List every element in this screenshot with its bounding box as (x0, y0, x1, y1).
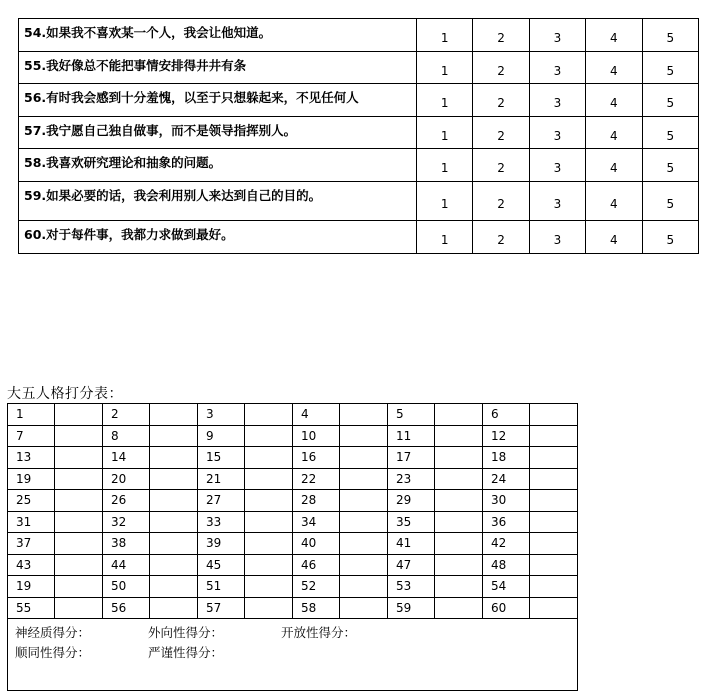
score-sheet-table (7, 403, 578, 691)
item-number-cell: 12 (483, 425, 530, 447)
score-row (8, 447, 578, 469)
rating-option[interactable]: 4 (586, 19, 642, 52)
rating-option[interactable]: 1 (417, 182, 473, 221)
rating-option[interactable]: 3 (529, 19, 585, 52)
item-number-cell: 37 (8, 533, 55, 555)
score-entry-cell[interactable] (530, 425, 578, 447)
conscientiousness-score-label: 严谨性得分： (148, 645, 224, 660)
rating-option[interactable]: 3 (529, 149, 585, 182)
score-entry-cell[interactable] (245, 511, 293, 533)
question-text: 60.对于每件事，我都力求做到最好。 (19, 221, 417, 254)
item-number-cell: 16 (293, 447, 340, 469)
score-entry-cell[interactable] (435, 468, 483, 490)
item-number-cell: 60 (483, 597, 530, 619)
rating-option[interactable]: 4 (586, 52, 642, 84)
rating-option[interactable]: 5 (642, 52, 698, 84)
item-number-cell: 5 (388, 404, 435, 426)
item-number-cell: 48 (483, 554, 530, 576)
item-number-cell: 9 (198, 425, 245, 447)
rating-option[interactable]: 5 (642, 19, 698, 52)
score-entry-cell[interactable] (530, 554, 578, 576)
score-sheet-caption: 大五人格打分表： (7, 386, 123, 402)
rating-option[interactable]: 2 (473, 84, 529, 117)
score-row (8, 468, 578, 490)
agreeableness-score-label: 顺同性得分： (15, 645, 91, 660)
item-number-cell: 2 (103, 404, 150, 426)
score-entry-cell[interactable] (435, 554, 483, 576)
rating-option[interactable]: 1 (417, 221, 473, 254)
question-row (19, 182, 699, 221)
item-number-cell: 28 (293, 490, 340, 512)
score-entry-cell[interactable] (55, 425, 103, 447)
score-entry-cell[interactable] (55, 533, 103, 555)
item-number-cell: 6 (483, 404, 530, 426)
rating-option[interactable]: 3 (529, 221, 585, 254)
score-entry-cell[interactable] (530, 468, 578, 490)
item-number-cell: 35 (388, 511, 435, 533)
score-sheet-footer-row (8, 619, 578, 691)
item-number-cell: 34 (293, 511, 340, 533)
item-number-cell: 51 (198, 576, 245, 598)
score-entry-cell[interactable] (530, 576, 578, 598)
score-entry-cell[interactable] (530, 404, 578, 426)
score-row (8, 490, 578, 512)
question-text: 59.如果必要的话，我会利用别人来达到自己的目的。 (19, 182, 417, 221)
item-number-cell: 13 (8, 447, 55, 469)
score-entry-cell[interactable] (340, 425, 388, 447)
item-number-cell: 41 (388, 533, 435, 555)
question-row (19, 117, 699, 149)
score-entry-cell[interactable] (55, 597, 103, 619)
rating-option[interactable]: 4 (586, 84, 642, 117)
item-number-cell: 26 (103, 490, 150, 512)
item-number-cell: 33 (198, 511, 245, 533)
score-entry-cell[interactable] (530, 490, 578, 512)
item-number-cell: 18 (483, 447, 530, 469)
score-entry-cell[interactable] (245, 597, 293, 619)
item-number-cell: 58 (293, 597, 340, 619)
rating-option[interactable]: 4 (586, 182, 642, 221)
score-entry-cell[interactable] (150, 425, 198, 447)
rating-option[interactable]: 1 (417, 117, 473, 149)
score-row (8, 425, 578, 447)
neuroticism-score-label: 神经质得分： (15, 625, 91, 640)
score-summary-cell (8, 619, 578, 691)
score-entry-cell[interactable] (150, 597, 198, 619)
score-entry-cell[interactable] (530, 597, 578, 619)
score-entry-cell[interactable] (55, 490, 103, 512)
score-entry-cell[interactable] (435, 576, 483, 598)
question-text: 56.有时我会感到十分羞愧，以至于只想躲起来，不见任何人 (19, 84, 417, 117)
score-entry-cell[interactable] (435, 490, 483, 512)
score-row (8, 576, 578, 598)
item-number-cell: 22 (293, 468, 340, 490)
score-entry-cell[interactable] (245, 447, 293, 469)
question-row (19, 221, 699, 254)
score-entry-cell[interactable] (150, 468, 198, 490)
item-number-cell: 15 (198, 447, 245, 469)
item-number-cell: 24 (483, 468, 530, 490)
item-number-cell: 19 (8, 576, 55, 598)
rating-option[interactable]: 4 (586, 149, 642, 182)
rating-option[interactable]: 4 (586, 117, 642, 149)
score-entry-cell[interactable] (245, 576, 293, 598)
item-number-cell: 57 (198, 597, 245, 619)
item-number-cell: 56 (103, 597, 150, 619)
item-number-cell: 38 (103, 533, 150, 555)
question-row (19, 84, 699, 117)
item-number-cell: 55 (8, 597, 55, 619)
score-row (8, 554, 578, 576)
item-number-cell: 11 (388, 425, 435, 447)
score-entry-cell[interactable] (340, 404, 388, 426)
score-entry-cell[interactable] (150, 490, 198, 512)
score-entry-cell[interactable] (150, 533, 198, 555)
score-entry-cell[interactable] (245, 468, 293, 490)
rating-option[interactable]: 5 (642, 117, 698, 149)
score-row (8, 533, 578, 555)
rating-option[interactable]: 3 (529, 52, 585, 84)
score-entry-cell[interactable] (55, 404, 103, 426)
rating-option[interactable]: 4 (586, 221, 642, 254)
score-entry-cell[interactable] (340, 576, 388, 598)
score-row (8, 404, 578, 426)
extraversion-score-label: 外向性得分： (148, 625, 224, 640)
score-entry-cell[interactable] (150, 511, 198, 533)
item-number-cell: 21 (198, 468, 245, 490)
score-entry-cell[interactable] (340, 597, 388, 619)
item-number-cell: 50 (103, 576, 150, 598)
question-text: 55.我好像总不能把事情安排得井井有条 (19, 52, 417, 84)
score-entry-cell[interactable] (435, 597, 483, 619)
rating-option[interactable]: 1 (417, 52, 473, 84)
score-entry-cell[interactable] (150, 576, 198, 598)
item-number-cell: 32 (103, 511, 150, 533)
question-row (19, 52, 699, 84)
rating-option[interactable]: 1 (417, 149, 473, 182)
score-entry-cell[interactable] (245, 404, 293, 426)
rating-option[interactable]: 2 (473, 149, 529, 182)
score-entry-cell[interactable] (245, 490, 293, 512)
score-entry-cell[interactable] (245, 554, 293, 576)
rating-option[interactable]: 2 (473, 221, 529, 254)
rating-option[interactable]: 5 (642, 221, 698, 254)
score-entry-cell[interactable] (150, 447, 198, 469)
question-text: 57.我宁愿自己独自做事，而不是领导指挥别人。 (19, 117, 417, 149)
score-entry-cell[interactable] (530, 511, 578, 533)
question-row (19, 19, 699, 52)
score-entry-cell[interactable] (245, 533, 293, 555)
rating-option[interactable]: 5 (642, 149, 698, 182)
item-number-cell: 19 (8, 468, 55, 490)
item-number-cell: 42 (483, 533, 530, 555)
item-number-cell: 10 (293, 425, 340, 447)
item-number-cell: 27 (198, 490, 245, 512)
rating-option[interactable]: 1 (417, 84, 473, 117)
item-number-cell: 8 (103, 425, 150, 447)
item-number-cell: 1 (8, 404, 55, 426)
rating-option[interactable]: 3 (529, 117, 585, 149)
item-number-cell: 3 (198, 404, 245, 426)
item-number-cell: 30 (483, 490, 530, 512)
rating-option[interactable]: 2 (473, 117, 529, 149)
score-entry-cell[interactable] (435, 404, 483, 426)
rating-option[interactable]: 2 (473, 182, 529, 221)
score-entry-cell[interactable] (530, 533, 578, 555)
item-number-cell: 53 (388, 576, 435, 598)
score-entry-cell[interactable] (435, 447, 483, 469)
score-entry-cell[interactable] (435, 425, 483, 447)
question-text: 58.我喜欢研究理论和抽象的问题。 (19, 149, 417, 182)
score-entry-cell[interactable] (340, 533, 388, 555)
item-number-cell: 25 (8, 490, 55, 512)
item-number-cell: 39 (198, 533, 245, 555)
rating-option[interactable]: 1 (417, 19, 473, 52)
item-number-cell: 36 (483, 511, 530, 533)
score-entry-cell[interactable] (340, 447, 388, 469)
question-row (19, 149, 699, 182)
question-text: 54.如果我不喜欢某一个人，我会让他知道。 (19, 19, 417, 52)
rating-option[interactable]: 2 (473, 52, 529, 84)
item-number-cell: 45 (198, 554, 245, 576)
score-entry-cell[interactable] (150, 554, 198, 576)
score-entry-cell[interactable] (55, 468, 103, 490)
questionnaire-table (18, 18, 699, 254)
score-entry-cell[interactable] (340, 554, 388, 576)
rating-option[interactable]: 5 (642, 84, 698, 117)
item-number-cell: 47 (388, 554, 435, 576)
item-number-cell: 31 (8, 511, 55, 533)
score-entry-cell[interactable] (340, 490, 388, 512)
score-entry-cell[interactable] (55, 447, 103, 469)
score-entry-cell[interactable] (435, 511, 483, 533)
score-entry-cell[interactable] (245, 425, 293, 447)
item-number-cell: 59 (388, 597, 435, 619)
rating-option[interactable]: 5 (642, 182, 698, 221)
score-entry-cell[interactable] (340, 468, 388, 490)
item-number-cell: 40 (293, 533, 340, 555)
score-row (8, 511, 578, 533)
score-entry-cell[interactable] (150, 404, 198, 426)
item-number-cell: 52 (293, 576, 340, 598)
item-number-cell: 44 (103, 554, 150, 576)
item-number-cell: 54 (483, 576, 530, 598)
openness-score-label: 开放性得分： (281, 625, 357, 640)
score-entry-cell[interactable] (55, 576, 103, 598)
score-row (8, 597, 578, 619)
score-entry-cell[interactable] (55, 511, 103, 533)
score-entry-cell[interactable] (435, 533, 483, 555)
score-entry-cell[interactable] (530, 447, 578, 469)
item-number-cell: 23 (388, 468, 435, 490)
item-number-cell: 17 (388, 447, 435, 469)
rating-option[interactable]: 3 (529, 182, 585, 221)
item-number-cell: 20 (103, 468, 150, 490)
item-number-cell: 46 (293, 554, 340, 576)
item-number-cell: 29 (388, 490, 435, 512)
item-number-cell: 43 (8, 554, 55, 576)
score-entry-cell[interactable] (55, 554, 103, 576)
rating-option[interactable]: 2 (473, 19, 529, 52)
item-number-cell: 14 (103, 447, 150, 469)
score-entry-cell[interactable] (340, 511, 388, 533)
item-number-cell: 4 (293, 404, 340, 426)
item-number-cell: 7 (8, 425, 55, 447)
rating-option[interactable]: 3 (529, 84, 585, 117)
